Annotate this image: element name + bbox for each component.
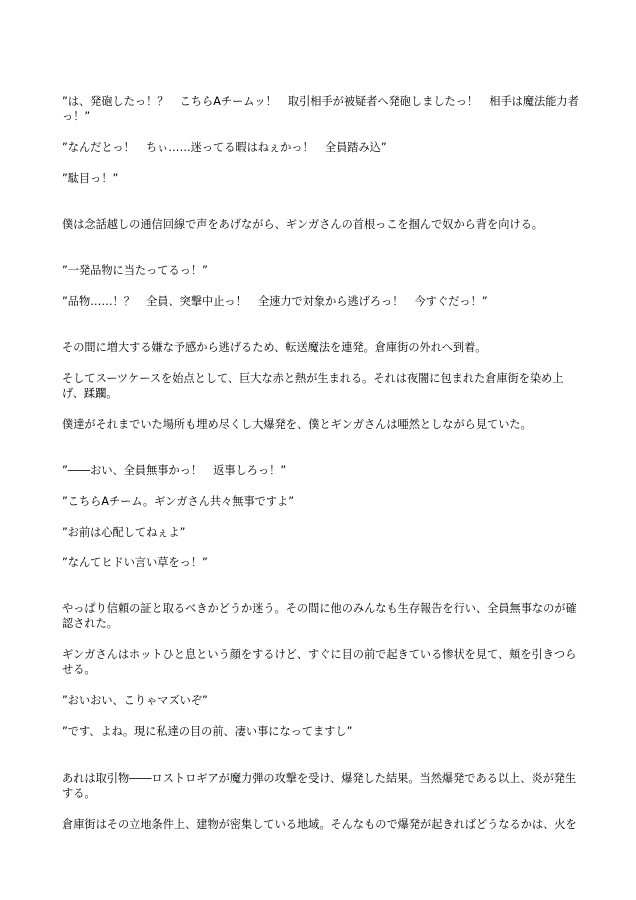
paragraph: ”品物……！？ 全員、突撃中止っ！ 全速力で対象から逃げろっ！ 今すぐだっ！” (62, 295, 488, 308)
paragraph: ”――おい、全員無事かっ！ 返事しろっ！” (62, 464, 287, 477)
paragraph: ”なんてヒドい言い草をっ！” (62, 556, 208, 569)
paragraph: ギンガさんはホットひと息という顔をするけど、すぐに目の前で起きている惨状を見て、頬を引きつらせる。 (62, 648, 577, 676)
paragraph: 倉庫街はその立地条件上、建物が密集している地域。そんなもので爆発が起きればどうなるかは、火を (62, 818, 577, 831)
paragraph: ”こちらAチーム。ギンガさん共々無事ですよ” (62, 495, 295, 508)
paragraph: 僕達がそれまでいた場所も埋め尽くし大爆発を、僕とギンガさんは唖然としながら見ていた。 (62, 418, 532, 431)
paragraph: ”駄目っ！” (62, 172, 119, 185)
paragraph: あれは取引物――ロストロギアが魔力弾の攻撃を受け、爆発した結果。当然爆発である以上、炎が発生する。 (62, 772, 577, 800)
paragraph: ”は、発砲したっ！？ こちらAチームッ！ 取引相手が被疑者へ発砲しましたっ！ 相手は魔法能力者っ！” (62, 95, 579, 123)
paragraph: ”お前は心配してねぇよ” (62, 526, 186, 539)
paragraph: その間に増大する嫌な予感から逃げるため、転送魔法を連発。倉庫街の外れへ到着。 (62, 341, 487, 354)
paragraph: そしてスーツケースを始点として、巨大な赤と熱が生まれる。それは夜闇に包まれた倉庫街を染め上げ、蹂躙。 (62, 372, 564, 400)
paragraph: ”なんだとっ！ ちぃ……迷ってる暇はねぇかっ！ 全員踏み込” (62, 141, 387, 154)
paragraph: ”一発品物に当たってるっ！” (62, 264, 208, 277)
paragraph: ”おいおい、こりゃマズいぞ” (62, 694, 208, 707)
paragraph: ”です、よね。現に私達の目の前、凄い事になってますし” (62, 725, 353, 738)
paragraph: 僕は念話越しの通信回線で声をあげながら、ギンガさんの首根っこを掴んで奴から背を向ける。 (62, 218, 543, 231)
paragraph: やっぱり信頼の証と取るべきかどうか迷う。その間に他のみんなも生存報告を行い、全員無事なのが確認された。 (62, 602, 577, 630)
